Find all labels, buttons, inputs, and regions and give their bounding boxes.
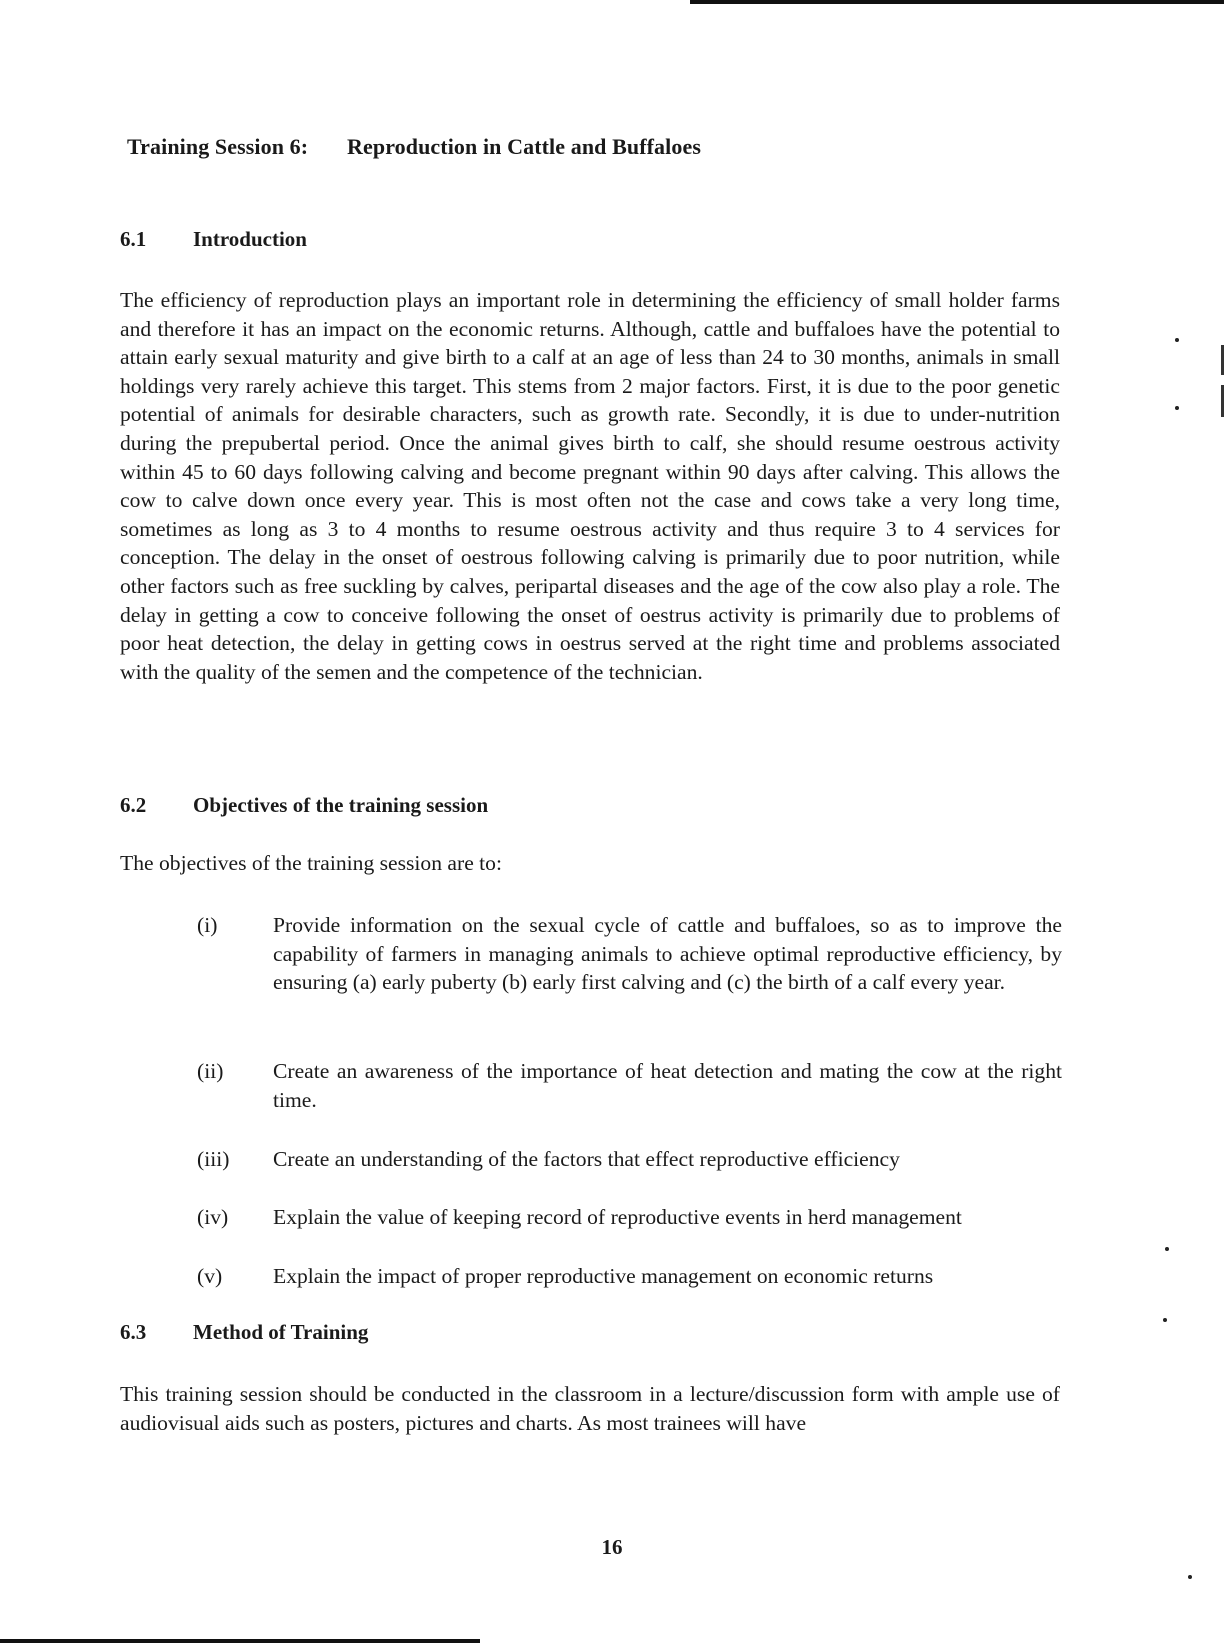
objective-number: (iv): [197, 1205, 229, 1229]
objective-number: (i): [197, 913, 218, 937]
section-heading-method: [120, 1320, 368, 1345]
objective-text: Create an understanding of the factors that effect reproductive efficiency: [273, 1147, 900, 1171]
objective-item: [197, 1203, 1062, 1232]
scan-border-top: [690, 0, 1224, 4]
objective-text: Create an awareness of the importance of heat detection and mating the cow at the right time.: [273, 1059, 1062, 1112]
objective-item: [197, 1145, 1062, 1174]
objective-number: (v): [197, 1264, 223, 1288]
objective-number: (ii): [197, 1059, 224, 1083]
section-title: Objectives of the training session: [193, 793, 489, 817]
objective-item: [197, 911, 1062, 997]
scan-speck: [1175, 406, 1179, 410]
objective-item: [197, 1057, 1062, 1114]
objective-number: (iii): [197, 1147, 230, 1171]
section-number: 6.1: [120, 227, 147, 251]
objective-text: Explain the impact of proper reproductive management on economic returns: [273, 1264, 934, 1288]
title-prefix: Training Session 6:: [127, 134, 309, 159]
objective-item: [197, 1262, 1062, 1291]
page-number: 16: [601, 1535, 623, 1559]
page-title: [127, 134, 701, 160]
scan-speck: [1163, 1318, 1167, 1322]
section-title: Method of Training: [193, 1320, 369, 1344]
section-title: Introduction: [193, 227, 307, 251]
objective-text: Explain the value of keeping record of reproductive events in herd management: [273, 1205, 962, 1229]
introduction-paragraph: The efficiency of reproduction plays an important role in determining the efficiency of small holder farms and therefore it has an impact on the economic returns. Although, cattle and buffaloes have the potential to attain early sexual maturity and give birth to a calf at an age of less than 24 to 30 months, animals in small holdings very rarely achieve this target. This stems from 2 major factors. First, it is due to the poor genetic potential of animals for desirable characters, such as growth rate. Secondly, it is due to under-nutrition during the prepubertal period. Once the animal gives birth to calf, she should resume oestrous activity within 45 to 60 days following calving and become pregnant within 90 days after calving. This allows the cow to calve down once every year. This is most often not the case and cows take a very long time, sometimes as long as 3 to 4 months to resume oestrous activity and thus require 3 to 4 services for conception. The delay in the onset of oestrous following calving is primarily due to poor nutrition, while other factors such as free suckling by calves, peripartal diseases and the age of the cow also play a role. The delay in getting a cow to conceive following the onset of oestrus activity is primarily due to problems of poor heat detection, the delay in getting cows in oestrus served at the right time and problems associated with the quality of the semen and the competence of the technician.: [120, 288, 1060, 684]
section-number: 6.3: [120, 1320, 147, 1344]
method-paragraph: This training session should be conducted in the classroom in a lecture/discussion form with ample use of audiovisual aids such as posters, pictures and charts. As most trainees will have: [120, 1382, 1060, 1435]
scan-speck: [1188, 1575, 1192, 1579]
scan-speck: [1175, 338, 1179, 342]
section-heading-objectives: [120, 793, 488, 818]
scan-speck: [1165, 1247, 1169, 1251]
section-heading-introduction: [120, 227, 307, 252]
scan-border-bottom: [0, 1639, 480, 1643]
section-number: 6.2: [120, 793, 147, 817]
objectives-intro: The objectives of the training session are to:: [120, 851, 502, 875]
title-main: Reproduction in Cattle and Buffaloes: [347, 134, 701, 159]
objective-text: Provide information on the sexual cycle of cattle and buffaloes, so as to improve the capability of farmers in managing animals to achieve optimal reproductive efficiency, by ensuring (a) early puberty (b) early first calving and (c) the birth of a calf every year.: [273, 913, 1062, 995]
